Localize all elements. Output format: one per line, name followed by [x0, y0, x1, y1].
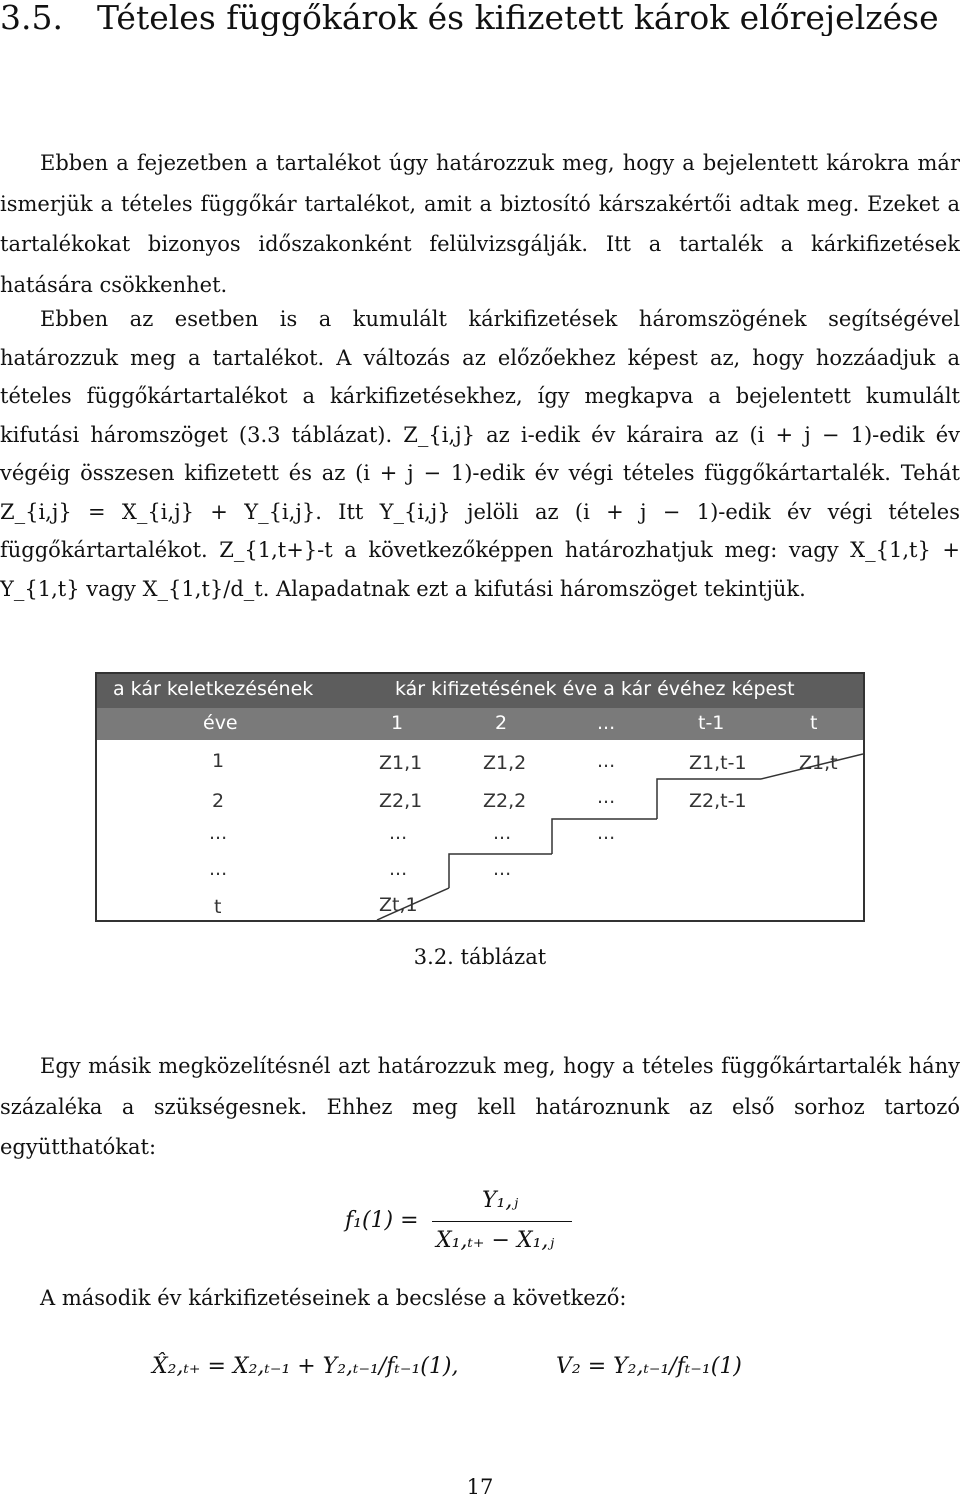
section-heading	[0, 0, 960, 36]
paragraph-method	[0, 300, 960, 608]
formula-x-hat: X̂₂,ₜ₊ = X₂,ₜ₋₁ + Y₂,ₜ₋₁/fₜ₋₁(1),	[152, 1354, 459, 1379]
table-cell: Z2,2	[483, 790, 527, 812]
section-number: 3.5.	[0, 0, 63, 36]
runoff-triangle-table	[95, 672, 865, 922]
stair-segment	[377, 888, 449, 920]
table-cell: ...	[493, 858, 512, 880]
table-header-origin-year: a kár keletkezésének	[113, 678, 314, 700]
paragraph-method-text-b: Z_{i,j} az i-edik év káraira az (i + j − 1)-edik év végéig összesen kifizetett és az (i + j − 1)-edik év végi tételes függőkártartalék. Tehát Z_{i,j} = X_{i,j} + Y_{i,j}. Itt Y_{i,j} jelöli az (i + j − 1)-edik év végi tételes függőkártartalékot. Z_{1,t+}-t a következőképpen határozhatjuk meg: vagy X_{1,t} + Y_{1,t} vagy X_{1,t}/d_t. Alapadatnak ezt a kifutási háromszöget tekintjük.	[0, 422, 960, 601]
stair-segment	[449, 854, 552, 888]
paragraph-second-year-text: A második év kárkifizetéseinek a becslése a következő:	[40, 1286, 627, 1310]
table-cell: ...	[493, 822, 512, 844]
paragraph-second-year	[0, 1278, 960, 1319]
fraction-bar	[432, 1221, 572, 1222]
table-cell: Zt,1	[379, 894, 418, 916]
stair-segment	[657, 779, 761, 819]
table-cell: Z1,t-1	[689, 752, 747, 774]
stair-segment	[761, 754, 863, 779]
table-cell: Z1,t	[799, 752, 838, 774]
table-cell: Z1,1	[379, 752, 423, 774]
paragraph-intro	[0, 143, 960, 305]
table-caption: 3.2. táblázat	[413, 945, 547, 969]
stair-segment	[552, 819, 657, 854]
table-row-year: ...	[209, 822, 228, 844]
table-cell: Z2,t-1	[689, 790, 747, 812]
table-cell: Z1,2	[483, 752, 527, 774]
table-cell: ...	[389, 858, 408, 880]
page-number: 17	[466, 1475, 494, 1499]
paragraph-alternative	[0, 1046, 960, 1168]
table-cell: Z2,1	[379, 790, 423, 812]
formula-v2: V₂ = Y₂,ₜ₋₁/fₜ₋₁(1)	[556, 1354, 742, 1379]
paragraph-alternative-text: Egy másik megközelítésnél azt határozzuk meg, hogy a tételes függőkártartalék hány százaléka a szükségesnek. Ehhez meg kell határoznunk az első sorhoz tartozó együtthatókat:	[0, 1054, 960, 1159]
paragraph-method-text-a: Ebben az esetben is a kumulált kárkifizetések háromszögének segítségével határozzuk meg a tartalékot. A változás az előzőekhez képest az, hogy hozzáadjuk a tételes függőkártartalékot a kárkifizetésekhez, így megkapva a bejelentett kumulált kifutási háromszöget (3.3 táblázat).	[0, 307, 960, 447]
table-cell: ...	[389, 822, 408, 844]
table-cell: ...	[597, 822, 616, 844]
paragraph-intro-text: Ebben a fejezetben a tartalékot úgy határozzuk meg, hogy a bejelentett károkra már ismerjük a tételes függőkár tartalékot, amit a biztosító kárszakértői adtak meg. Ezeket a tartalékokat bizonyos időszakonként felülvizsgálják. Itt a tartalék a kárkifizetések hatására csökkenhet.	[0, 151, 960, 297]
table-row-year: 2	[212, 790, 225, 812]
table-cell: ...	[597, 786, 616, 808]
formula-f1-numerator: Y₁,ⱼ	[482, 1188, 519, 1213]
staircase-divider	[97, 674, 863, 920]
formula-f1-denominator: X₁,ₜ₊ − X₁,ⱼ	[436, 1228, 555, 1253]
table-col-header: t	[810, 712, 818, 734]
table-row-year: ...	[209, 858, 228, 880]
table-col-header: ...	[597, 712, 616, 734]
table-cell: ...	[597, 750, 616, 772]
table-header-payment-year: kár kifizetésének éve a kár évéhez képest	[395, 678, 795, 700]
table-col-header: 2	[495, 712, 508, 734]
formula-f1-lhs: f₁(1) =	[345, 1208, 419, 1233]
table-col-header: 1	[391, 712, 404, 734]
table-row-year: 1	[212, 750, 225, 772]
table-row-year: t	[214, 896, 222, 918]
table-col-header: t-1	[698, 712, 725, 734]
section-title: Tételes függőkárok és kifizetett károk előrejelzése	[96, 0, 939, 36]
table-subheader-year: éve	[203, 712, 238, 734]
